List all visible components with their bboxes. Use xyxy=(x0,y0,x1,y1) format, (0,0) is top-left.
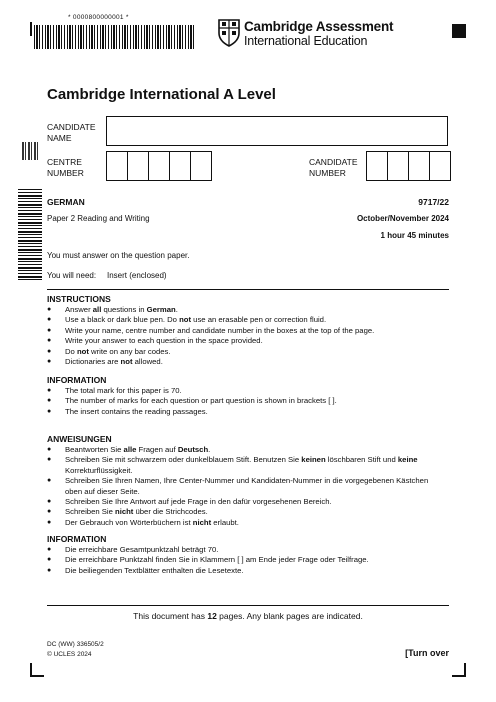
turn-over: [Turn over xyxy=(405,648,449,658)
list-item: ● Schreiben Sie Ihren Namen, Ihre Center-Nummer und Kandidaten-Nummer in die vorgegebenen Kästchen oben auf dieser Seite. xyxy=(47,476,437,497)
centre-digit-box[interactable] xyxy=(190,151,212,181)
exam-session: October/November 2024 xyxy=(356,214,449,223)
corner-square xyxy=(452,24,466,38)
list-item: ● Beantworten Sie alle Fragen auf Deutsch. xyxy=(47,445,437,455)
side-barcode xyxy=(18,188,42,280)
org-name-line2: International Education xyxy=(244,34,368,48)
centre-digit-box[interactable] xyxy=(169,151,191,181)
centre-digit-box[interactable] xyxy=(127,151,149,181)
list-item: ● Write your name, centre number and candidate number in the boxes at the top of the page. xyxy=(47,326,437,336)
centre-digit-box[interactable] xyxy=(148,151,170,181)
instructions-title: INSTRUCTIONS xyxy=(47,294,111,304)
shield-icon xyxy=(218,19,240,47)
centre-number-label: CENTRE NUMBER xyxy=(47,157,84,178)
candidate-digit-box[interactable] xyxy=(387,151,409,181)
duration: 1 hour 45 minutes xyxy=(380,231,449,240)
candidate-digit-box[interactable] xyxy=(366,151,388,181)
top-barcode xyxy=(34,25,194,49)
list-item: ● Die erreichbare Punktzahl finden Sie in Klammern [ ] am Ende jeder Frage oder Teilfrage. xyxy=(47,555,437,565)
information-de-list xyxy=(47,545,437,576)
candidate-digit-box[interactable] xyxy=(408,151,430,181)
list-item: ● Schreiben Sie nicht über die Strichcodes. xyxy=(47,507,437,517)
divider-top xyxy=(47,289,449,290)
page-count-note: This document has 12 pages. Any blank pages are indicated. xyxy=(133,611,363,621)
paper-name: Paper 2 Reading and Writing xyxy=(47,214,150,223)
list-item: ● Dictionaries are not allowed. xyxy=(47,357,437,367)
qr-code xyxy=(22,142,40,160)
information-de-title: INFORMATION xyxy=(47,534,107,544)
list-item: ● Write your answer to each question in the space provided. xyxy=(47,336,437,346)
list-item: ● The total mark for this paper is 70. xyxy=(47,386,437,396)
list-item: ● Answer all questions in German. xyxy=(47,305,437,315)
page-title: Cambridge International A Level xyxy=(47,86,276,103)
org-name-line1: Cambridge Assessment xyxy=(244,19,394,34)
list-item: ● Schreiben Sie mit schwarzem oder dunkelblauem Stift. Benutzen Sie keinen löschbaren Stift und keine Korrekturflüssigkeit. xyxy=(47,455,437,476)
list-item: ● The insert contains the reading passages. xyxy=(47,407,437,417)
centre-number-boxes[interactable] xyxy=(107,151,212,181)
candidate-number-boxes[interactable] xyxy=(367,151,451,181)
crop-mark-tl xyxy=(30,22,32,36)
paper-code: 9717/22 xyxy=(418,197,449,207)
candidate-number-label: CANDIDATE NUMBER xyxy=(309,157,358,178)
need-label: You will need: xyxy=(47,271,97,280)
doc-code: DC (WW) 336505/2 xyxy=(47,641,104,648)
list-item: ● Die erreichbare Gesamtpunktzahl beträgt 70. xyxy=(47,545,437,555)
instructions-list xyxy=(47,305,437,367)
crop-mark-bl-h xyxy=(30,675,44,677)
barcode-text: * 0000800000001 * xyxy=(68,14,129,21)
copyright: © UCLES 2024 xyxy=(47,651,92,658)
candidate-name-box[interactable] xyxy=(106,116,448,146)
list-item: ● The number of marks for each question or part question is shown in brackets [ ]. xyxy=(47,396,437,406)
crop-mark-br-h xyxy=(452,675,466,677)
cambridge-logo xyxy=(218,19,240,47)
anweisungen-title: ANWEISUNGEN xyxy=(47,434,112,444)
need-value: Insert (enclosed) xyxy=(107,271,167,280)
list-item: ● Die beiliegenden Textblätter enthalten die Lesetexte. xyxy=(47,566,437,576)
information-title: INFORMATION xyxy=(47,375,107,385)
anweisungen-list xyxy=(47,445,437,528)
divider-bottom xyxy=(47,605,449,606)
subject: GERMAN xyxy=(47,197,85,207)
list-item: ● Schreiben Sie Ihre Antwort auf jede Frage in den dafür vorgesehenen Bereich. xyxy=(47,497,437,507)
centre-digit-box[interactable] xyxy=(106,151,128,181)
list-item: ● Do not write on any bar codes. xyxy=(47,347,437,357)
answer-note: You must answer on the question paper. xyxy=(47,251,190,260)
candidate-name-label: CANDIDATE NAME xyxy=(47,122,96,143)
list-item: ● Der Gebrauch von Wörterbüchern ist nicht erlaubt. xyxy=(47,518,437,528)
information-list xyxy=(47,386,437,417)
candidate-digit-box[interactable] xyxy=(429,151,451,181)
list-item: ● Use a black or dark blue pen. Do not use an erasable pen or correction fluid. xyxy=(47,315,437,325)
